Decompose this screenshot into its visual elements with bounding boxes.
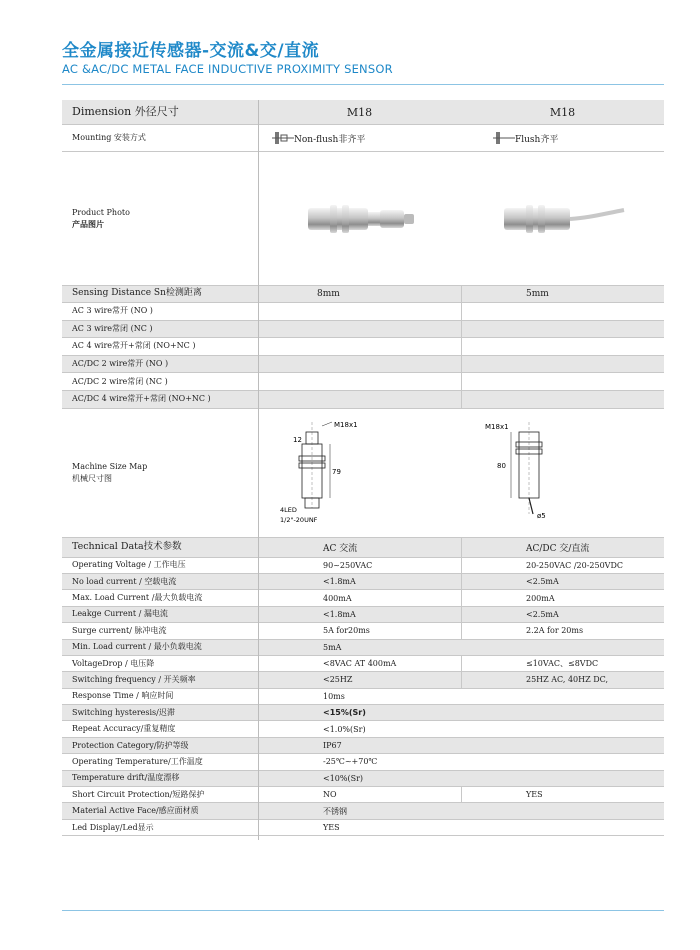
photo-label-en: Product Photo bbox=[72, 207, 130, 217]
spec-label: Switching frequency / 开关频率 bbox=[72, 674, 196, 684]
wire-row bbox=[62, 373, 664, 391]
spec-value-shared: <1.0%(Sr) bbox=[258, 721, 664, 736]
mounting-col1 bbox=[258, 125, 461, 151]
top-rule bbox=[62, 84, 664, 85]
spec-value-acdc: <2.5mA bbox=[461, 607, 664, 622]
wire-row bbox=[62, 303, 664, 321]
spec-value-shared: IP67 bbox=[258, 738, 664, 753]
spec-label: VoltageDrop / 电压降 bbox=[72, 658, 155, 668]
sensing-row bbox=[62, 286, 664, 303]
spec-value-ac: NO bbox=[258, 787, 461, 802]
machine-drawing-2 bbox=[461, 409, 664, 537]
spec-row bbox=[62, 771, 664, 787]
machine-label-en: Machine Size Map bbox=[72, 461, 148, 471]
spec-value-acdc: ≤10VAC、≤8VDC bbox=[461, 656, 664, 671]
machine-drawing-1 bbox=[258, 409, 461, 537]
spec-value-acdc: <2.5mA bbox=[461, 574, 664, 589]
spec-value-shared: -25℃~+70℃ bbox=[258, 754, 664, 769]
product-photo-flush bbox=[461, 152, 664, 285]
spec-label: Operating Voltage / 工作电压 bbox=[72, 560, 186, 570]
machine-row bbox=[62, 409, 664, 538]
mounting-col2-text: Flush齐平 bbox=[515, 134, 559, 145]
spec-row bbox=[62, 754, 664, 770]
spec-row bbox=[62, 820, 664, 836]
sensing-col2: 5mm bbox=[461, 286, 664, 302]
sensing-col1: 8mm bbox=[258, 286, 461, 302]
spec-row bbox=[62, 607, 664, 623]
cable-diameter-value: 5 bbox=[541, 511, 546, 520]
spec-label: Led Display/Led显示 bbox=[72, 822, 154, 832]
spec-value-ac: 5A for20ms bbox=[258, 623, 461, 638]
wire-label: AC 4 wire常开+常闭 (NO+NC ) bbox=[72, 341, 196, 351]
spec-row bbox=[62, 689, 664, 705]
spec-label: Operating Temperature/工作温度 bbox=[72, 756, 203, 766]
machine-label-cn: 机械尺寸图 bbox=[72, 473, 112, 483]
photo-row bbox=[62, 152, 664, 286]
body-length-label-2: 80 bbox=[497, 461, 506, 470]
machine-label bbox=[62, 461, 258, 485]
tech-label: Technical Data技术参数 bbox=[72, 541, 182, 553]
led-label: 4LED bbox=[280, 505, 297, 514]
spec-row bbox=[62, 721, 664, 737]
spec-label: Switching hysteresis/迟滞 bbox=[72, 707, 175, 717]
spec-label: Leakge Current / 漏电流 bbox=[72, 609, 168, 619]
spec-label: Short Circuit Protection/短路保护 bbox=[72, 789, 205, 799]
spec-row bbox=[62, 705, 664, 721]
spec-row bbox=[62, 558, 664, 574]
sensor-nonflush-image bbox=[300, 194, 420, 244]
sensing-label: Sensing Distance Sn检测距离 bbox=[72, 288, 202, 299]
spec-label: Max. Load Current /最大负载电流 bbox=[72, 593, 203, 603]
dimension-drawing-flush bbox=[485, 418, 585, 528]
spec-row bbox=[62, 623, 664, 639]
tech-header-row bbox=[62, 538, 664, 558]
spec-value-ac: 90~250VAC bbox=[258, 558, 461, 573]
wire-label: AC/DC 2 wire常开 (NO ) bbox=[72, 359, 169, 369]
spec-label: Protection Category/防护等级 bbox=[72, 740, 189, 750]
wire-label: AC/DC 2 wire常闭 (NC ) bbox=[72, 376, 168, 386]
product-photo-nonflush bbox=[258, 152, 461, 285]
spec-row bbox=[62, 574, 664, 590]
spec-value-shared: 不锈钢 bbox=[258, 803, 664, 818]
spec-label: Min. Load current / 最小负载电流 bbox=[72, 642, 202, 652]
bottom-rule bbox=[62, 910, 664, 911]
thread-label-2: M18x1 bbox=[485, 422, 509, 431]
sensor-flush-image bbox=[498, 194, 628, 244]
wire-row bbox=[62, 321, 664, 339]
dimension-col1: M18 bbox=[346, 105, 373, 119]
spec-label: Response Time / 响应时间 bbox=[72, 691, 174, 701]
spec-row bbox=[62, 590, 664, 606]
mounting-label: Mounting 安装方式 bbox=[72, 133, 146, 142]
spec-value-ac: 400mA bbox=[258, 590, 461, 605]
spec-value-acdc: 200mA bbox=[461, 590, 664, 605]
spec-value-acdc: YES bbox=[461, 787, 664, 802]
title-english: AC &AC/DC METAL FACE INDUCTIVE PROXIMITY SENSOR bbox=[62, 62, 393, 76]
spec-row bbox=[62, 640, 664, 656]
photo-label-cn: 产品图片 bbox=[72, 219, 104, 229]
spec-value-shared: YES bbox=[258, 820, 664, 835]
spec-value-shared: <15%(Sr) bbox=[258, 705, 664, 720]
spec-table bbox=[62, 100, 664, 836]
spec-row bbox=[62, 738, 664, 754]
spec-label: Temperature drift/温度漂移 bbox=[72, 773, 180, 783]
dimension-drawing-nonflush bbox=[278, 418, 378, 528]
flush-mount-icon bbox=[493, 130, 515, 146]
photo-label bbox=[62, 207, 258, 231]
wire-label: AC 3 wire常闭 (NC ) bbox=[72, 323, 153, 333]
wire-row bbox=[62, 356, 664, 374]
body-length-label-1: 79 bbox=[332, 467, 341, 476]
tech-col1: AC 交流 bbox=[258, 538, 461, 557]
spec-value-acdc: 25HZ AC, 40HZ DC, bbox=[461, 672, 664, 687]
spec-label: Surge current/ 脉冲电流 bbox=[72, 625, 167, 635]
dimension-label: Dimension 外径尺寸 bbox=[72, 105, 179, 119]
spec-value-shared: 5mA bbox=[258, 640, 664, 655]
wire-row bbox=[62, 391, 664, 409]
top-length-label: 12 bbox=[293, 435, 302, 444]
tech-col2: AC/DC 交/直流 bbox=[461, 538, 664, 557]
wire-label: AC 3 wire常开 (NO ) bbox=[72, 306, 153, 316]
spec-value-ac: <1.8mA bbox=[258, 574, 461, 589]
column-divider bbox=[258, 100, 259, 840]
spec-label: Material Active Face/感应面材质 bbox=[72, 806, 199, 816]
spec-value-acdc: 20-250VAC /20-250VDC bbox=[461, 558, 664, 573]
spec-label: No load current / 空载电流 bbox=[72, 576, 177, 586]
spec-row bbox=[62, 803, 664, 819]
spec-value-ac: <25HZ bbox=[258, 672, 461, 687]
nonflush-mount-icon bbox=[272, 130, 294, 146]
spec-value-shared: <10%(Sr) bbox=[258, 771, 664, 786]
page-header bbox=[62, 36, 393, 76]
spec-value-ac: <1.8mA bbox=[258, 607, 461, 622]
spec-row bbox=[62, 656, 664, 672]
spec-value-shared: 10ms bbox=[258, 689, 664, 704]
mounting-row bbox=[62, 125, 664, 152]
spec-value-acdc: 2.2A for 20ms bbox=[461, 623, 664, 638]
mounting-col2 bbox=[461, 125, 664, 151]
thread-label-1: M18x1 bbox=[334, 420, 358, 429]
spec-label: Repeat Accuracy/重复精度 bbox=[72, 724, 176, 734]
spec-value-ac: <8VAC AT 400mA bbox=[258, 656, 461, 671]
cable-diameter-label: ø5 bbox=[537, 511, 546, 520]
connector-label: 1/2"-20UNF bbox=[280, 515, 318, 524]
dimension-col2: M18 bbox=[549, 105, 576, 119]
spec-row bbox=[62, 787, 664, 803]
title-chinese: 全金属接近传感器-交流&交/直流 bbox=[62, 41, 320, 61]
wire-label: AC/DC 4 wire常开+常闭 (NO+NC ) bbox=[72, 394, 211, 404]
mounting-col1-text: Non-flush非齐平 bbox=[294, 134, 366, 145]
wire-row bbox=[62, 338, 664, 356]
spec-row bbox=[62, 672, 664, 688]
dimension-row bbox=[62, 100, 664, 125]
